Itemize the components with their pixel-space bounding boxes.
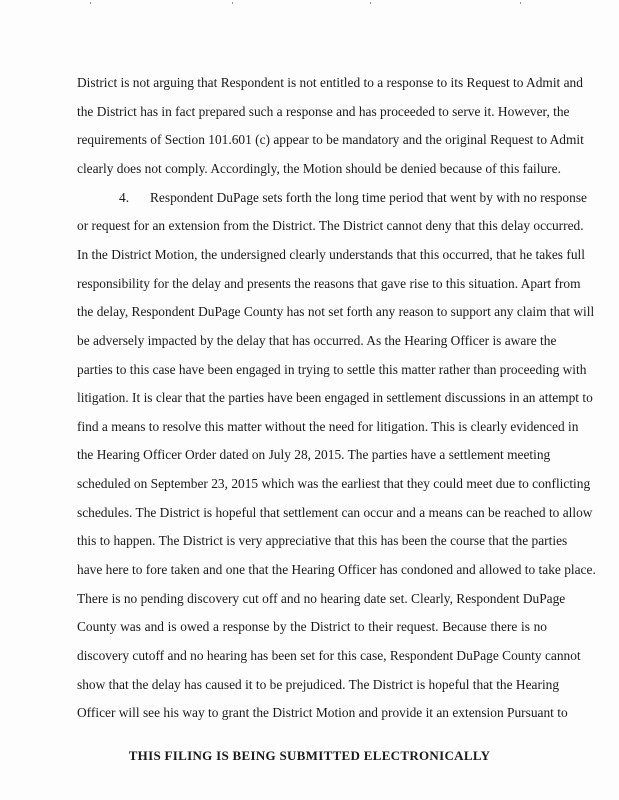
scan-speck: [90, 2, 91, 4]
text-line: show that the delay has caused it to be prejudiced. The District is hopeful that the Hearing: [77, 676, 560, 692]
scan-speck: [232, 2, 233, 4]
text-line: this to happen. The District is very appreciative that this has been the course that the parties: [77, 533, 568, 549]
text-line: or request for an extension from the District. The District cannot deny that this delay occurred.: [77, 218, 584, 234]
text-line: Officer will see his way to grant the District Motion and provide it an extension Pursuant to: [77, 705, 568, 721]
footer-notice: THIS FILING IS BEING SUBMITTED ELECTRONICALLY: [128, 748, 491, 763]
text-line: the Hearing Officer Order dated on July 28, 2015. The parties have a settlement meeting: [77, 447, 551, 463]
text-line: discovery cutoff and no hearing has been set for this case, Respondent DuPage County cannot: [77, 648, 581, 663]
text-line: Respondent DuPage sets forth the long time period that went by with no response: [150, 189, 587, 205]
scan-speck: [520, 2, 521, 4]
text-line: the delay, Respondent DuPage County has not set forth any reason to support any claim that will: [77, 304, 595, 320]
text-line: responsibility for the delay and presents the reasons that gave rise to this situation. Apart from: [77, 275, 581, 291]
text-line: find a means to resolve this matter without the need for litigation. This is clearly evidenced in: [77, 418, 579, 434]
text-line: have here to fore taken and one that the Hearing Officer has condoned and allowed to take place.: [77, 562, 596, 578]
text-line: litigation. It is clear that the parties have been engaged in settlement discussions in an attempt to: [77, 390, 593, 406]
text-line: County was and is owed a response by the District to their request. Because there is no: [77, 619, 547, 635]
paragraph-number: 4.: [119, 190, 130, 205]
text-line: There is no pending discovery cut off and no hearing date set. Clearly, Respondent DuPage: [77, 590, 566, 606]
text-line: be adversely impacted by the delay that has occurred. As the Hearing Officer is aware the: [77, 332, 557, 348]
text-line: clearly does not comply. Accordingly, the Motion should be denied because of this failure.: [77, 160, 561, 176]
text-line: schedules. The District is hopeful that settlement can occur and a means can be reached to allow: [77, 504, 593, 520]
text-line: parties to this case have been engaged in trying to settle this matter rather than proceeding with: [77, 361, 587, 377]
text-line: requirements of Section 101.601 (c) appear to be mandatory and the original Request to Admit: [77, 132, 584, 148]
scan-speck: [370, 2, 371, 4]
text-line: District is not arguing that Respondent is not entitled to a response to its Request to Admit and: [77, 75, 583, 90]
text-line: In the District Motion, the undersigned clearly understands that this occurred, that he takes full: [77, 246, 585, 262]
text-line: scheduled on September 23, 2015 which was the earliest that they could meet due to conflicting: [77, 476, 591, 492]
text-line: the District has in fact prepared such a response and has proceeded to serve it. However, the: [77, 103, 570, 119]
